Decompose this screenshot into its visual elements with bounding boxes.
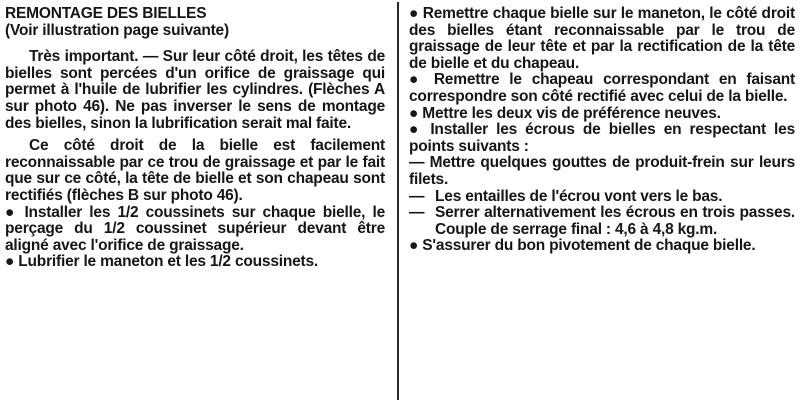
left-column bbox=[5, 6, 385, 271]
paragraph-important bbox=[5, 49, 385, 132]
bullet-refit-rods: ● Remettre chaque bielle sur le maneton, le côté droit des bielles étant reconnaissable par le trou de graissage de leur tête et par la rectification de la tête de bielle et du chapeau. bbox=[409, 5, 795, 72]
paragraph-right-side bbox=[5, 138, 385, 204]
bullet-screws: ● Mettre les deux vis de préférence neuves. bbox=[409, 104, 721, 122]
arrows-b-reference: (flèches B sur photo 46). bbox=[66, 186, 243, 204]
bullet-install-nuts: ● Installer les écrous de bielles en respectant les points suivants : bbox=[409, 121, 795, 155]
dash-notches bbox=[409, 189, 795, 206]
dash-torque bbox=[409, 205, 795, 238]
arrows-a-reference: (Flèches A sur photo 46). bbox=[5, 81, 385, 115]
dash-mark: — bbox=[409, 204, 425, 222]
section-title: REMONTAGE DES BIELLES bbox=[5, 5, 207, 22]
column-divider bbox=[397, 2, 399, 400]
bullet-check-pivot: ● S'assurer du bon pivotement de chaque bielle. bbox=[409, 237, 756, 255]
dash-torque-text: Serrer alternativement les écrous en trois passes. Couple de serrage final : 4,6 à 4,8 kg.m. bbox=[435, 204, 795, 238]
bullet-lubricate: ● Lubrifier le maneton et les 1/2 coussinets. bbox=[5, 253, 319, 271]
right-column bbox=[409, 6, 795, 255]
bullet-refit-cap: ● Remettre le chapeau correspondant en faisant correspondre son côté rectifié avec celui de la bielle. bbox=[409, 71, 795, 105]
important-text: — Sur leur côté droit, les têtes de bielles sont percées d'un orifice de graissage qui permet à l'huile de lubrifier les cylindres. bbox=[5, 48, 386, 99]
important-tail: Ne pas inverser le sens de montage des bielles, sinon la lubrification serait mal faite. bbox=[5, 97, 386, 132]
dash-notches-text: Les entailles de l'écrou vont vers le bas. bbox=[435, 187, 723, 205]
dash-threadlocker: — Mettre quelques gouttes de produit-frein sur leurs filets. bbox=[409, 154, 795, 188]
dash-mark: — bbox=[409, 187, 425, 205]
bullet-install-bearings: ● Installer les 1/2 coussinets sur chaque bielle, le perçage du 1/2 coussinet supérieur devant être aligné avec l'orifice de graissage. bbox=[5, 203, 385, 254]
right-side-text: Ce côté droit de la bielle est facilement reconnaissable par ce trou de graissage et par le fait que sur ce côté, la tête de bielle et son chapeau sont rectifiés bbox=[5, 137, 385, 204]
section-subtitle: (Voir illustration page suivante) bbox=[5, 21, 229, 39]
important-lead: Très important. bbox=[29, 48, 139, 66]
